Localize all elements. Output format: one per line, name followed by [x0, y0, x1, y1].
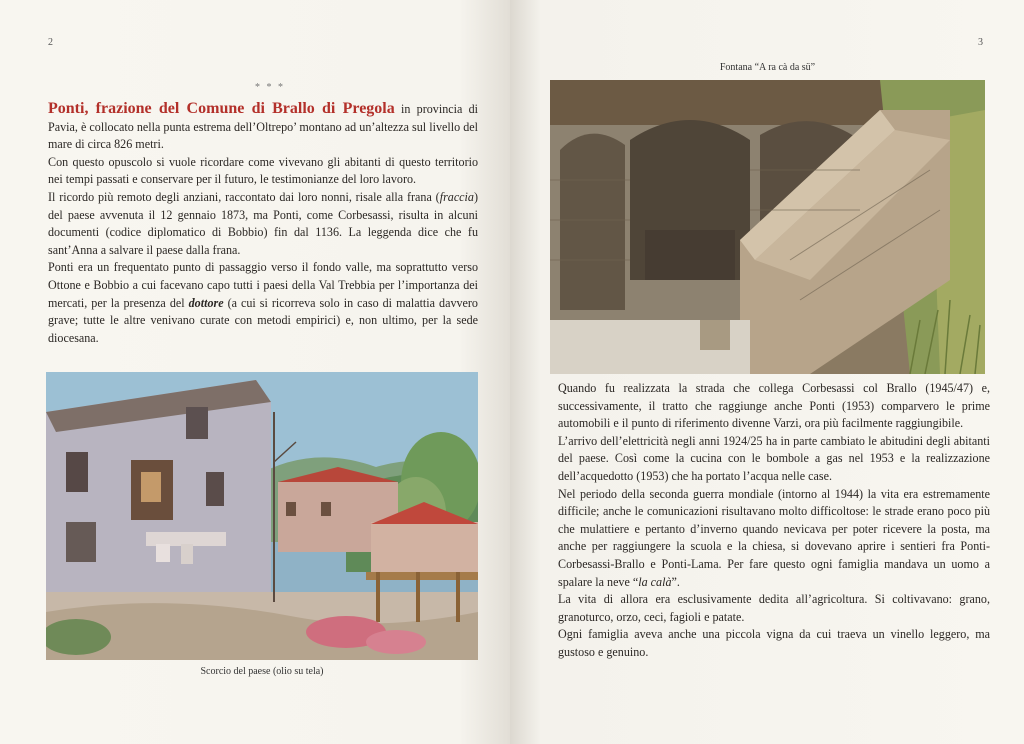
right-paragraph-5: Ogni famiglia aveva anche una piccola vigna da cui traeva un vinello leggero, ma gustoso e genuino. [558, 627, 990, 659]
page-number-left: 2 [48, 37, 53, 48]
right-paragraph-3-b: ”. [671, 574, 680, 589]
ornament: * * * [255, 82, 285, 93]
painting-image [46, 372, 478, 660]
right-paragraph-3-a: Nel periodo della seconda guerra mondiale (intorno al 1944) la vita era estremamente difficile; anche le comunicazioni risultavano molto difficoltose: le strade erano poco più che mulattiere e pertanto d’inverno quando nevicava per poter ricevere la posta, ma anche per raggiungere la scuola e la chiesa, si dovevano aprire i sentieri fra Ponti-Corbesassi-Brallo e Ponti-Lama. Per fare questo ogni famiglia mandava un uomo a spalare la neve “ [558, 486, 990, 589]
paragraph-4 [48, 259, 478, 347]
photo-caption: Fontana “A ra cà da sü” [719, 62, 816, 73]
right-body-text [558, 380, 990, 662]
paragraph-3-b: ) del paese avvenuta il 12 gennaio 1873, ma Ponti, come Corbesassi, risulta in alcuni documenti (codice diplomatico di Bobbio) fin dal 1136. La leggenda dice che fu sant’Anna a salvare il paese dalla frana. [48, 189, 478, 257]
right-paragraph-1: Quando fu realizzata la strada che collega Corbesassi col Brallo (1945/47) e, successivamente, il tratto che raggiunge anche Ponti (1953) comparvero le prime automobili e il punto di riferimento divenne Varzi, ora più facilmente raggiungibile. [558, 381, 990, 431]
intro-paragraph [48, 100, 478, 154]
paragraph-3-italic: fraccia [439, 189, 474, 204]
left-body-text [48, 100, 478, 347]
right-paragraph-3-italic: la calà [638, 574, 672, 589]
fountain-photo [550, 80, 985, 374]
intro-rest: in provincia di Pavia, è collocato nella punta estrema dell’Oltrepo’ montano ad un’altezza sul livello del mare di circa 826 metri. [48, 102, 478, 152]
right-page [510, 0, 1024, 744]
paragraph-4-b: (a cui si ricorreva solo in caso di malattia davvero grave; tutte le altre venivano curate con metodi empirici) e, non ultimo, per la sede diocesana. [48, 295, 478, 345]
page-number-right: 3 [978, 37, 983, 48]
village-painting [46, 372, 478, 660]
right-paragraph-3 [558, 486, 990, 592]
paragraph-2: Con questo opuscolo si vuole ricordare come vivevano gli abitanti di questo territorio nei tempi passati e conservare per il futuro, le testimonianze del loro lavoro. [48, 154, 478, 187]
left-page [0, 0, 510, 744]
photo-image [550, 80, 985, 374]
article-title: Ponti, frazione del Comune di Brallo di Pregola [48, 100, 395, 117]
right-paragraph-2: L’arrivo dell’elettricità negli anni 1924/25 ha in parte cambiato le abitudini degli abitanti del paese. Così come la cucina con le bombole a gas nel 1953 e la realizzazione dell’acquedotto (1953) che ha portato l’acqua nelle case. [558, 433, 990, 483]
painting-caption: Scorcio del paese (olio su tela) [200, 666, 324, 677]
paragraph-3 [48, 189, 478, 259]
paragraph-3-a: Il ricordo più remoto degli anziani, raccontato dai loro nonni, risale alla frana ( [48, 189, 440, 204]
paragraph-4-a: Ponti era un frequentato punto di passaggio verso il fondo valle, ma soprattutto verso Ottone e Bobbio a cui facevano capo tutti i paesi della Val Trebbia per l’importanza dei mercati, per la presenza del [48, 260, 478, 310]
paragraph-4-emph: dottore [188, 295, 224, 310]
right-paragraph-4: La vita di allora era esclusivamente dedita all’agricoltura. Si coltivavano: grano, granoturco, orzo, ceci, fagioli e patate. [558, 592, 990, 624]
